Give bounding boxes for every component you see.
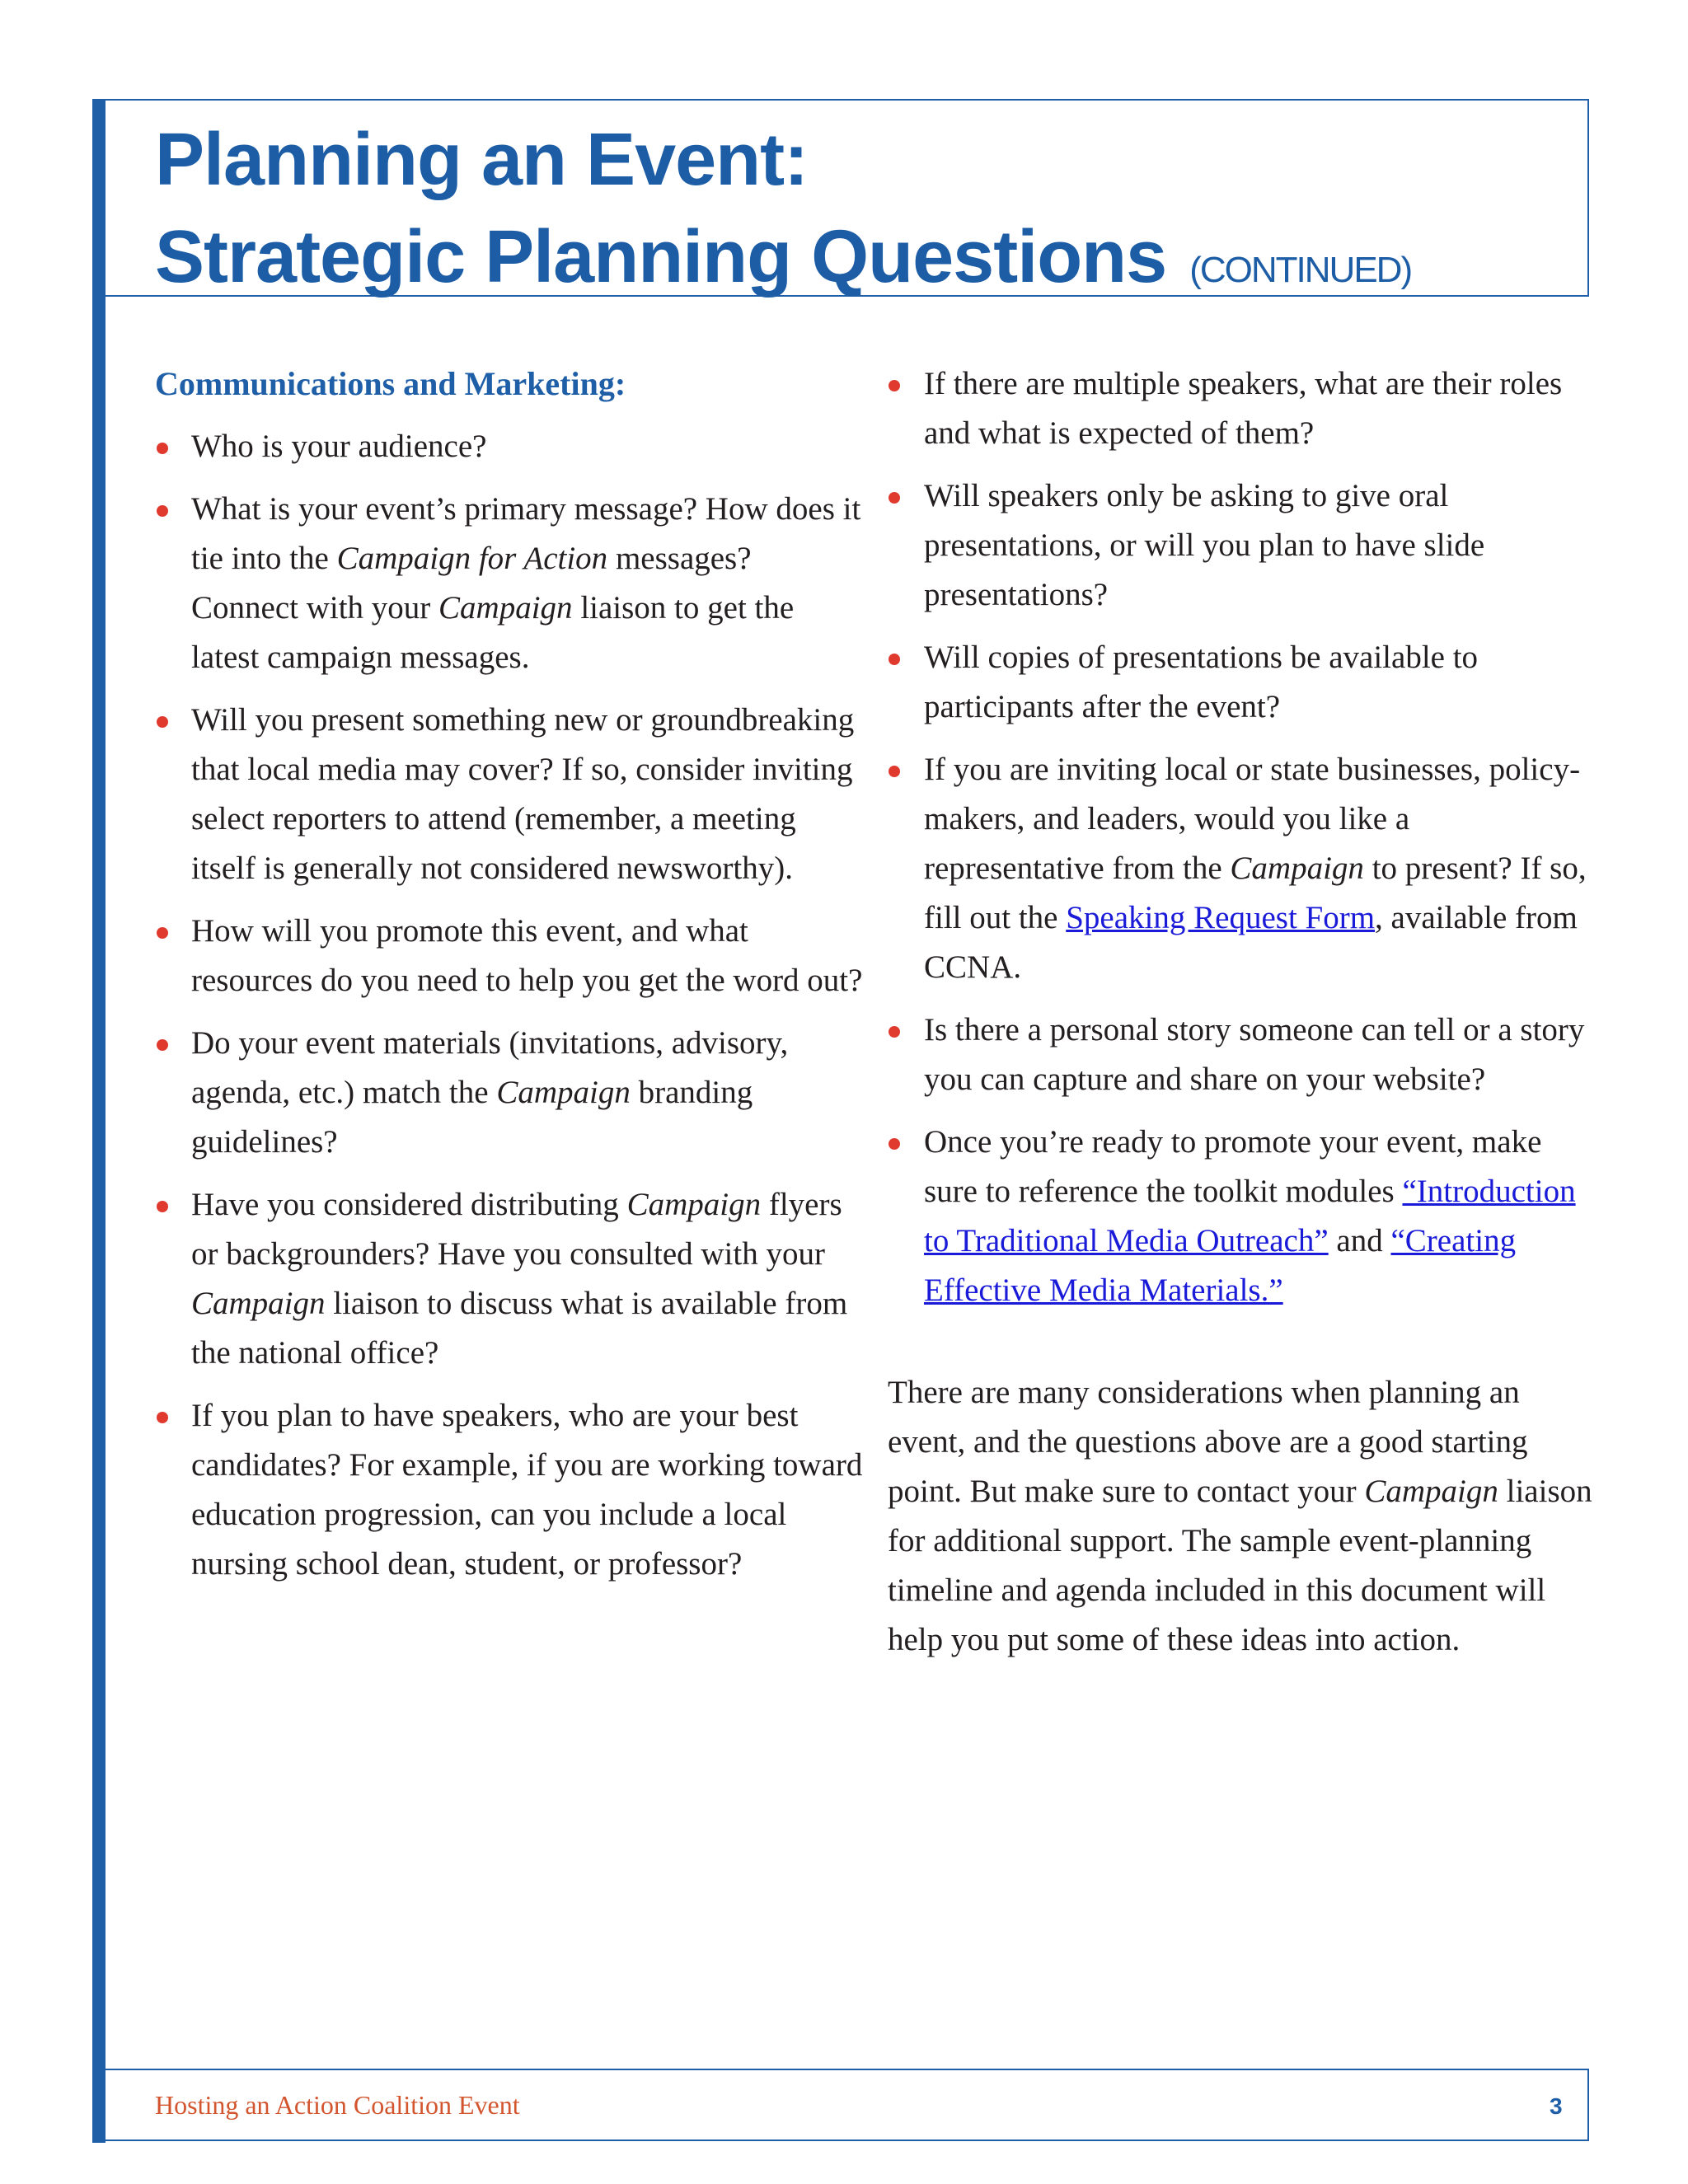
list-item <box>155 422 864 471</box>
left-accent-bar <box>92 99 106 2143</box>
list-item <box>155 1019 864 1167</box>
item-text: If there are multiple speakers, what are their roles and what is expected of them? <box>924 366 1563 451</box>
item-text: liaison to get the latest campaign messages. <box>191 590 795 675</box>
bullet-icon <box>157 505 168 517</box>
bullet-icon <box>889 766 900 777</box>
bullet-icon <box>889 1138 900 1150</box>
left-bullet-list <box>155 422 864 1589</box>
page-title <box>155 111 1411 319</box>
item-text: What is your event’s primary message? How does it tie into the <box>191 491 861 576</box>
title-line-1: Planning an Event: <box>155 119 809 201</box>
bullet-icon <box>157 1412 168 1423</box>
bullet-icon <box>157 716 168 728</box>
bullet-icon <box>157 1201 168 1212</box>
list-item <box>155 1391 864 1589</box>
bullet-icon <box>157 927 168 939</box>
bullet-icon <box>889 380 900 391</box>
media-materials-link[interactable]: “Creating Effective Media Materials.” <box>924 1223 1517 1308</box>
item-text: Will speakers only be asking to give oral presentations, or will you plan to have slide presentations? <box>924 478 1485 612</box>
closing-text: liaison for additional support. The sample event-planning timeline and agenda included in this document will help you put some of these ideas into action. <box>888 1474 1592 1657</box>
item-italic: Campaign <box>438 590 573 626</box>
item-text: Will copies of presentations be available to participants after the event? <box>924 640 1479 724</box>
footer-title: Hosting an Action Coalition Event <box>155 2090 520 2120</box>
title-line-2: Strategic Planning Questions <box>155 216 1167 298</box>
item-text: Do your event materials (invitations, advisory, agenda, etc.) match the <box>191 1025 789 1110</box>
list-item <box>888 359 1597 458</box>
item-text: How will you promote this event, and what resources do you need to help you get the word out? <box>191 913 863 998</box>
list-item <box>155 485 864 682</box>
item-italic: Campaign <box>191 1286 326 1321</box>
bullet-icon <box>889 654 900 665</box>
item-text: Will you present something new or groundbreaking that local media may cover? If so, consider inviting select reporters to attend (remember, a meeting itself is generally not considered newsworthy). <box>191 702 855 886</box>
list-item <box>155 696 864 893</box>
bullet-icon <box>157 443 168 454</box>
item-italic: Campaign <box>1230 851 1364 886</box>
title-continued-label: (CONTINUED) <box>1189 250 1412 290</box>
right-column <box>888 359 1597 1665</box>
item-text: Who is your audience? <box>191 429 487 464</box>
list-item <box>155 1180 864 1378</box>
bullet-icon <box>157 1039 168 1051</box>
item-text: branding guidelines? <box>191 1075 753 1160</box>
item-text: messages? Connect with your <box>191 541 752 626</box>
right-bullet-list <box>888 359 1597 1315</box>
closing-italic: Campaign <box>1364 1474 1498 1509</box>
closing-text: There are many considerations when planning an event, and the questions above are a good starting point. But make sure to contact your <box>888 1375 1528 1509</box>
closing-paragraph <box>888 1368 1597 1665</box>
item-text: flyers or backgrounders? Have you consulted with your <box>191 1187 842 1272</box>
item-text: If you are inviting local or state businesses, policy-makers, and leaders, would you like a representative from the <box>924 752 1581 886</box>
list-item <box>888 471 1597 620</box>
speaking-request-form-link[interactable]: Speaking Request Form <box>1066 900 1376 935</box>
list-item <box>888 633 1597 732</box>
section-heading: Communications and Marketing: <box>155 365 626 402</box>
bullet-icon <box>889 492 900 504</box>
page-number: 3 <box>1550 2093 1563 2119</box>
item-italic: Campaign for Action <box>336 541 608 576</box>
bullet-icon <box>889 1026 900 1038</box>
item-text: to present? If so, fill out the <box>924 851 1587 935</box>
list-item <box>888 1118 1597 1315</box>
item-italic: Campaign <box>626 1187 762 1222</box>
list-item <box>155 907 864 1005</box>
list-item <box>888 1005 1597 1104</box>
item-italic: Campaign <box>496 1075 631 1110</box>
item-text: Once you’re ready to promote your event, make sure to reference the toolkit modules <box>924 1124 1542 1209</box>
left-column <box>155 359 864 1602</box>
item-text: , available from CCNA. <box>924 900 1578 985</box>
media-outreach-link[interactable]: “Introduction to Traditional Media Outreach” <box>924 1174 1576 1258</box>
item-text: Have you considered distributing <box>191 1187 627 1222</box>
item-text: If you plan to have speakers, who are your best candidates? For example, if you are working toward education progression, can you include a local nursing school dean, student, or professor? <box>191 1398 863 1582</box>
item-text: liaison to discuss what is available from the national office? <box>191 1286 848 1371</box>
item-text: Is there a personal story someone can tell or a story you can capture and share on your website? <box>924 1012 1585 1097</box>
list-item <box>888 745 1597 992</box>
item-text: and <box>1328 1223 1391 1258</box>
